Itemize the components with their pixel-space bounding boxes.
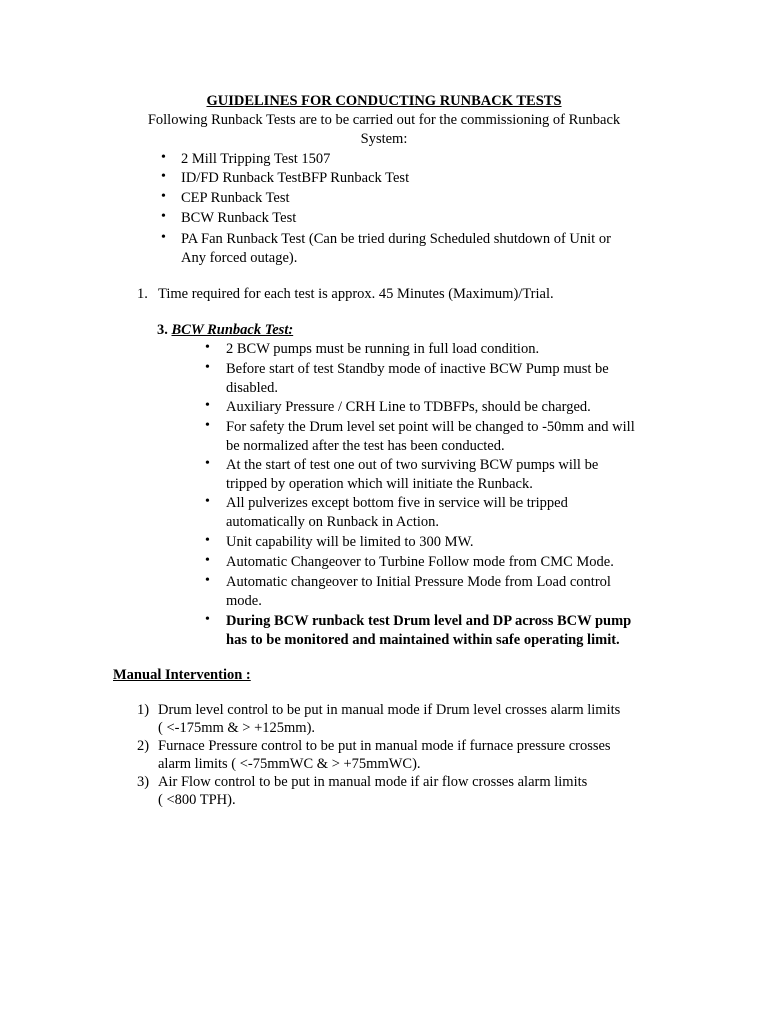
test-item-bcw: BCW Runback Test [181,210,297,226]
bullet-icon: • [205,360,210,375]
bcw-item-line-bold: has to be monitored and maintained within safe operating limit. [226,632,620,648]
page-title: GUIDELINES FOR CONDUCTING RUNBACK TESTS [206,93,562,109]
bcw-item-line: disabled. [226,380,278,396]
mi-item-number: 1) [137,702,150,718]
bullet-icon: • [161,189,166,204]
bullet-icon: • [205,340,210,355]
bcw-item-line: Auxiliary Pressure / CRH Line to TDBFPs, should be charged. [226,399,591,415]
bcw-item-line: automatically on Runback in Action. [226,514,440,530]
test-item-pa-fan: PA Fan Runback Test (Can be tried during Scheduled shutdown of Unit or [181,231,611,247]
bcw-item-line: Automatic Changeover to Turbine Follow mode from CMC Mode. [226,554,614,570]
section3-number: 3. [157,322,168,338]
manual-intervention-heading: Manual Intervention : [113,667,251,683]
bullet-icon: • [161,230,166,245]
test-item-cep: CEP Runback Test [181,190,290,206]
mi-item-line: Drum level control to be put in manual mode if Drum level crosses alarm limits [158,702,621,718]
mi-item-line: alarm limits ( <-75mmWC & > +75mmWC). [158,756,421,772]
bullet-icon: • [205,573,210,588]
time-note-text: Time required for each test is approx. 45 Minutes (Maximum)/Trial. [158,286,554,302]
bcw-item-line: Automatic changeover to Initial Pressure Mode from Load control [226,574,611,590]
bcw-item-line: For safety the Drum level set point will be changed to -50mm and will [226,419,635,435]
bullet-icon: • [205,533,210,548]
bullet-icon: • [205,418,210,433]
mi-item-line: ( <800 TPH). [158,792,236,808]
bcw-item-line-bold: During BCW runback test Drum level and DP across BCW pump [226,613,632,629]
bcw-item-line: be normalized after the test has been conducted. [226,438,505,454]
bcw-item-line: mode. [226,593,262,609]
test-item-idfd: ID/FD Runback TestBFP Runback Test [181,170,410,186]
bullet-icon: • [205,494,210,509]
bullet-icon: • [161,209,166,224]
test-item-pa-fan-cont: Any forced outage). [181,250,298,266]
mi-item-number: 2) [137,738,150,754]
mi-item-line: ( <-175mm & > +125mm). [158,720,316,736]
section3-heading [157,321,293,340]
mi-item-number: 3) [137,774,150,790]
bullet-icon: • [161,150,166,165]
intro-paragraph: Following Runback Tests are to be carried out for the commissioning of Runback System: [147,112,621,147]
test-item-mill-tripping: 2 Mill Tripping Test 1507 [181,151,331,167]
bcw-item-line: tripped by operation which will initiate the Runback. [226,476,533,492]
bcw-item-line: 2 BCW pumps must be running in full load condition. [226,341,540,357]
bcw-item-line: Unit capability will be limited to 300 MW. [226,534,474,550]
bcw-item-line: All pulverizes except bottom five in service will be tripped [226,495,568,511]
time-note-number: 1. [137,286,148,302]
bullet-icon: • [205,612,210,627]
section3-title: BCW Runback Test: [171,322,294,338]
mi-item-line: Air Flow control to be put in manual mode if air flow crosses alarm limits [158,774,588,790]
bcw-item-line: Before start of test Standby mode of inactive BCW Pump must be [226,361,609,377]
bullet-icon: • [161,169,166,184]
bullet-icon: • [205,456,210,471]
bcw-item-line: At the start of test one out of two surviving BCW pumps will be [226,457,599,473]
bullet-icon: • [205,553,210,568]
mi-item-line: Furnace Pressure control to be put in manual mode if furnace pressure crosses [158,738,611,754]
bullet-icon: • [205,398,210,413]
